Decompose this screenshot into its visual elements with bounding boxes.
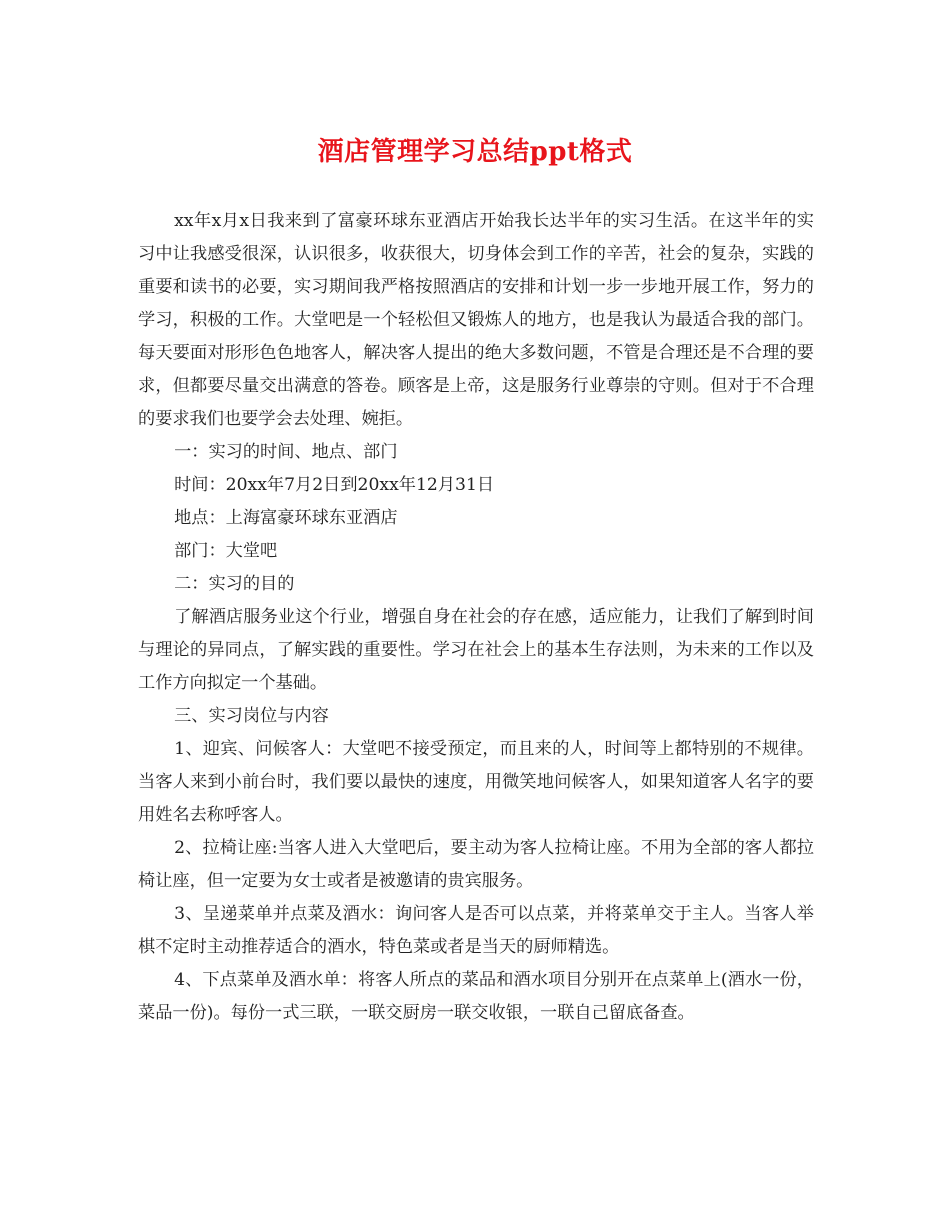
paragraph-purpose: 了解酒店服务业这个行业，增强自身在社会的存在感，适应能力，让我们了解到时间与理论的异同点，了解实践的重要性。学习在社会上的基本生存法则，为未来的工作以及工作方向拟定一个基础。 bbox=[138, 607, 814, 693]
section-heading-purpose: 二：实习的目的 bbox=[174, 574, 295, 594]
section-heading-time-place: 一：实习的时间、地点、部门 bbox=[174, 442, 398, 462]
document-title: 酒店管理学习总结ppt格式 bbox=[317, 137, 633, 167]
section-heading-positions: 三、实习岗位与内容 bbox=[174, 706, 329, 726]
list-item-greeting: 1、迎宾、问候客人：大堂吧不接受预定，而且来的人，时间等上都特别的不规律。当客人来到小前台时，我们要以最快的速度，用微笑地问候客人，如果知道客人名字的要用姓名去称呼客人。 bbox=[138, 739, 814, 825]
info-time: 时间：20xx年7月2日到20xx年12月31日 bbox=[174, 475, 495, 495]
info-place: 地点：上海富豪环球东亚酒店 bbox=[174, 508, 398, 528]
list-item-order: 4、下点菜单及酒水单：将客人所点的菜品和酒水项目分别开在点菜单上(酒水一份，菜品一份)。每份一式三联，一联交厨房一联交收银，一联自己留底备查。 bbox=[138, 970, 814, 1023]
list-item-menu: 3、呈递菜单并点菜及酒水：询问客人是否可以点菜，并将菜单交于主人。当客人举棋不定时主动推荐适合的酒水，特色菜或者是当天的厨师精选。 bbox=[138, 904, 814, 957]
paragraph-intro: xx年x月x日我来到了富豪环球东亚酒店开始我长达半年的实习生活。在这半年的实习中让我感受很深，认识很多，收获很大，切身体会到工作的辛苦，社会的复杂，实践的重要和读书的必要，实习期间我严格按照酒店的安排和计划一步一步地开展工作，努力的学习，积极的工作。大堂吧是一个轻松但又锻炼人的地方，也是我认为最适合我的部门。每天要面对形形色色地客人，解决客人提出的绝大多数问题，不管是合理还是不合理的要求，但都要尽量交出满意的答卷。顾客是上帝，这是服务行业尊崇的守则。但对于不合理的要求我们也要学会去处理、婉拒。 bbox=[138, 211, 814, 429]
document-body bbox=[138, 205, 814, 1030]
info-department: 部门：大堂吧 bbox=[174, 541, 278, 561]
list-item-seating: 2、拉椅让座:当客人进入大堂吧后，要主动为客人拉椅让座。不用为全部的客人都拉椅让座，但一定要为女士或者是被邀请的贵宾服务。 bbox=[138, 838, 814, 891]
